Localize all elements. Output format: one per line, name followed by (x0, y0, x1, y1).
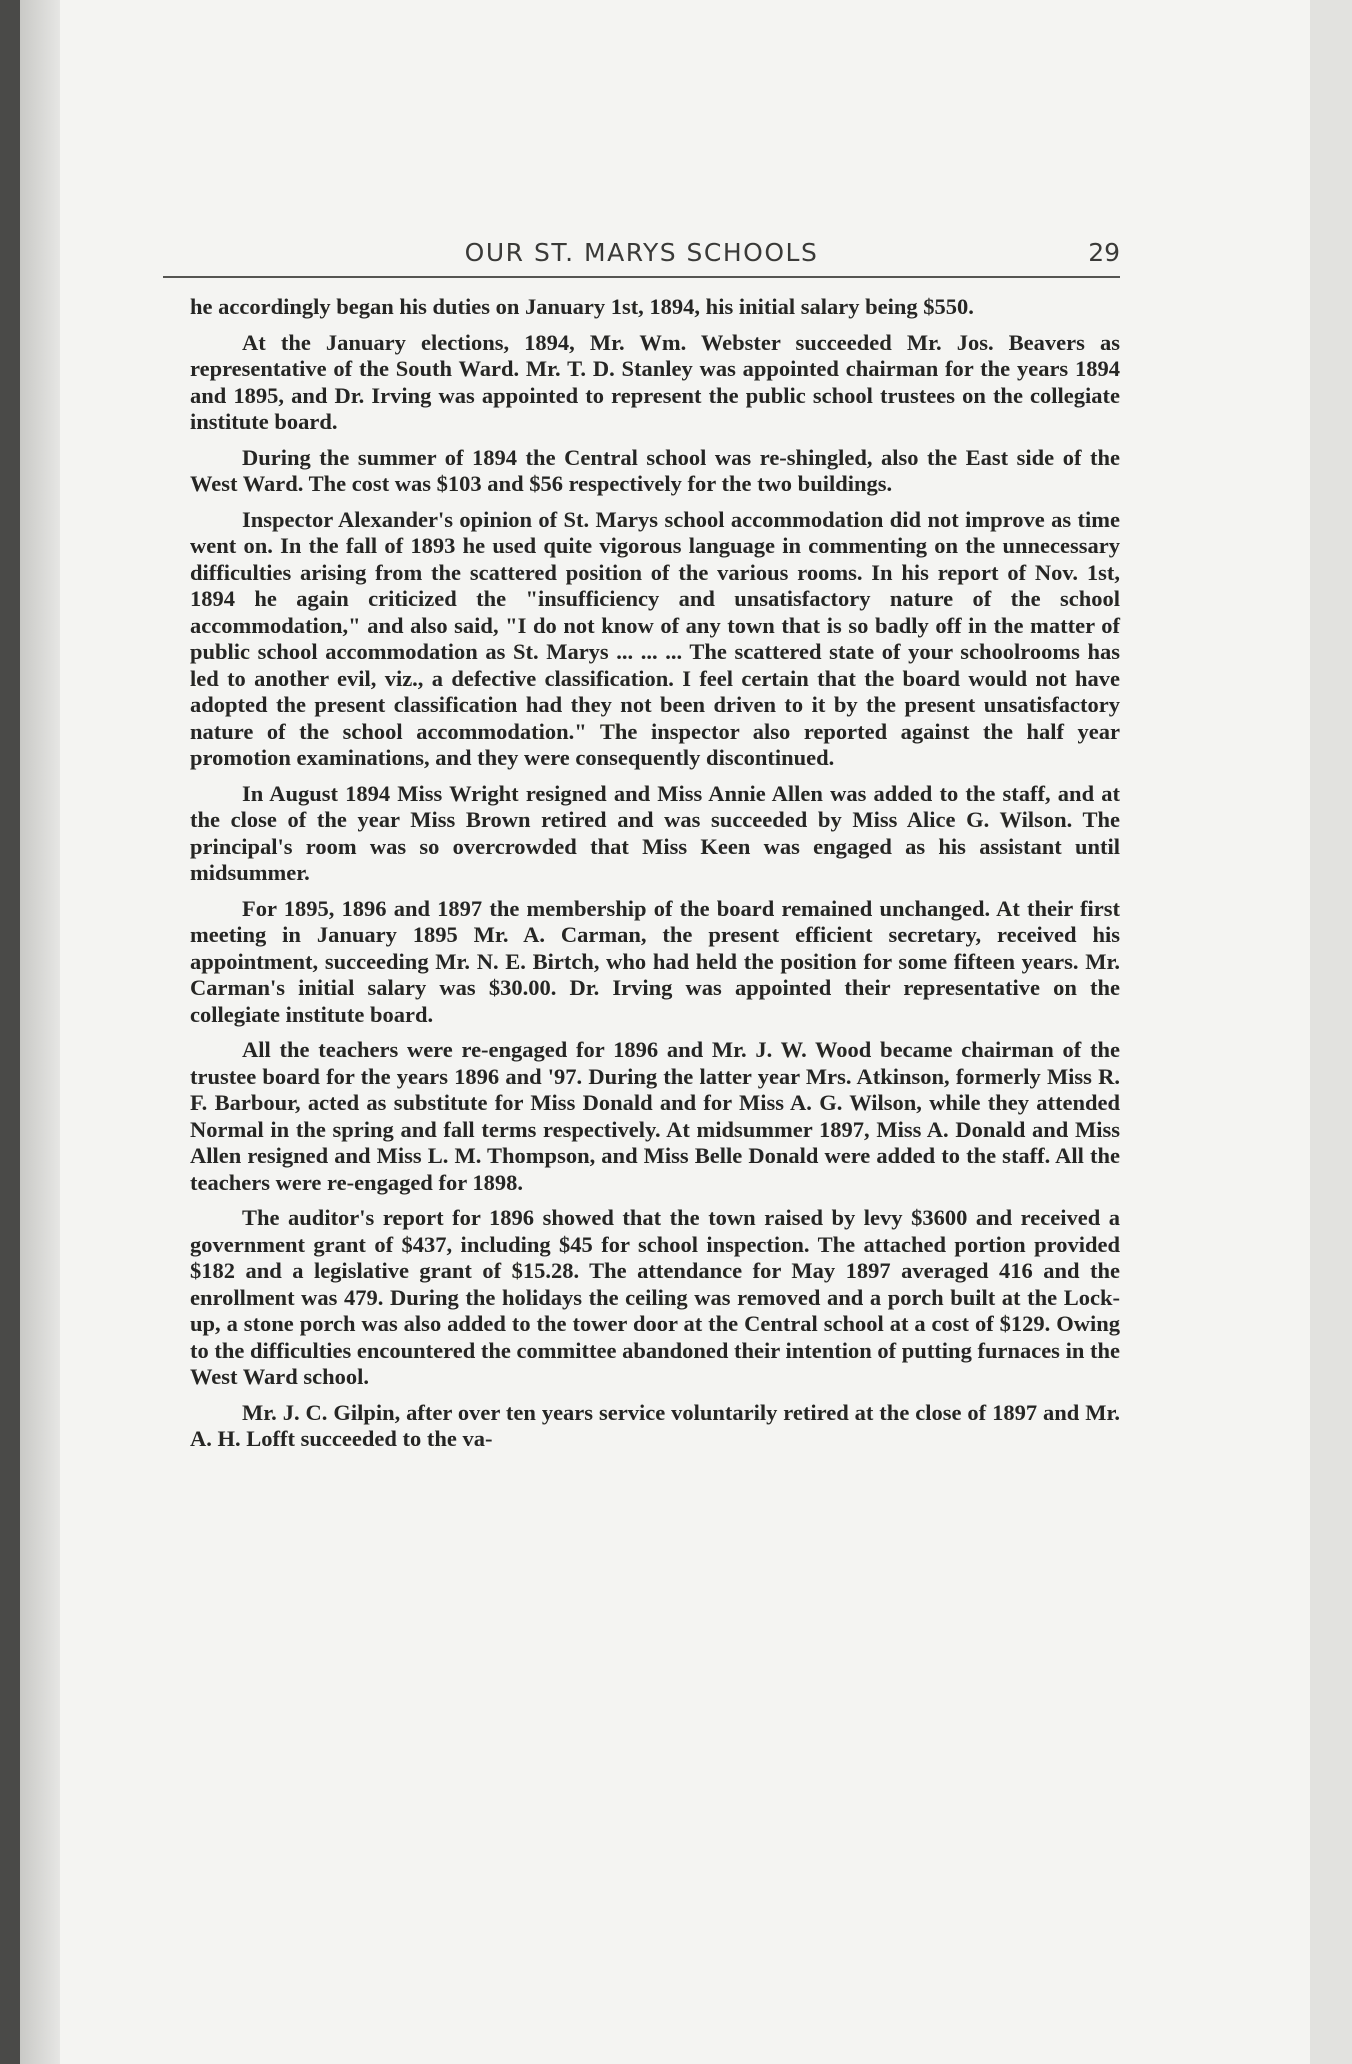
page-binding-edge (0, 0, 20, 2064)
running-header (163, 238, 1120, 276)
header-rule (163, 276, 1120, 278)
paragraph-teachers-1896: All the teachers were re-engaged for 1896 and Mr. J. W. Wood became chairman of the trustee board for the years 1896 and '97. During the latter year Mrs. Atkinson, formerly Miss R. F. Barbour, acted as substitute for Miss Donald and for Miss A. G. Wilson, while they attended Normal in the spring and fall terms respectively. At midsummer 1897, Miss A. Donald and Miss Allen resigned and Miss L. M. Thompson, and Miss Belle Donald were added to the staff. All the teachers were re-engaged for 1898. (190, 1037, 1120, 1195)
running-title: OUR ST. MARYS SCHOOLS (464, 238, 819, 267)
paragraph-staff-changes-1894: In August 1894 Miss Wright resigned and Miss Annie Allen was added to the staff, and at the close of the year Miss Brown retired and was succeeded by Miss Alice G. Wilson. The principal's room was so overcrowded that Miss Keen was engaged as his assistant until midsummer. (190, 780, 1120, 885)
paragraph-inspector-opinion: Inspector Alexander's opinion of St. Marys school accommodation did not improve as time went on. In the fall of 1893 he used quite vigorous language in commenting on the unnecessary difficulties arising from the scattered position of the various rooms. In his report of Nov. 1st, 1894 he again criticized the "insufficiency and unsatisfactory nature of the school accommodation," and also said, "I do not know of any town that is so badly off in the matter of public school accommodation as St. Marys ... ... ... The scattered state of your schoolrooms has led to another evil, viz., a defective classification. I feel certain that the board would not have adopted the present classification had they not been driven to it by the present unsatisfactory nature of the school accommodation." The inspector also reported against the half year promotion examinations, and they were consequently discontinued. (190, 506, 1120, 770)
page-gutter-shadow (20, 0, 60, 2064)
page-number: 29 (1088, 238, 1120, 267)
paragraph-auditors-report: The auditor's report for 1896 showed that the town raised by levy $3600 and received a government grant of $437, including $45 for school inspection. The attached portion provided $182 and a legislative grant of $15.28. The attendance for May 1897 averaged 416 and the enrollment was 479. During the holidays the ceiling was removed and a porch built at the Lock-up, a stone porch was also added to the tower door at the Central school at a cost of $129. Owing to the difficulties encountered the committee abandoned their intention of putting furnaces in the West Ward school. (190, 1205, 1120, 1389)
paragraph-reshingling: During the summer of 1894 the Central school was re-shingled, also the East side of the West Ward. The cost was $103 and $56 respectively for the two buildings. (190, 444, 1120, 496)
paragraph-continuation: he accordingly began his duties on January 1st, 1894, his initial salary being $550. (190, 294, 974, 319)
paragraph-january-elections: At the January elections, 1894, Mr. Wm. Webster succeeded Mr. Jos. Beavers as representative of the South Ward. Mr. T. D. Stanley was appointed chairman for the years 1894 and 1895, and Dr. Irving was appointed to represent the public school trustees on the collegiate institute board. (190, 329, 1120, 434)
page-outer-margin (1310, 0, 1352, 2064)
body-text (190, 294, 1120, 1462)
paragraph-board-1895-1897: For 1895, 1896 and 1897 the membership of the board remained unchanged. At their first meeting in January 1895 Mr. A. Carman, the present efficient secretary, received his appointment, succeeding Mr. N. E. Birtch, who had held the position for some fifteen years. Mr. Carman's initial salary was $30.00. Dr. Irving was appointed their representative on the collegiate institute board. (190, 895, 1120, 1027)
paragraph-gilpin-retirement: Mr. J. C. Gilpin, after over ten years service voluntarily retired at the close of 1897 and Mr. A. H. Lofft succeeded to the va- (190, 1399, 1120, 1451)
